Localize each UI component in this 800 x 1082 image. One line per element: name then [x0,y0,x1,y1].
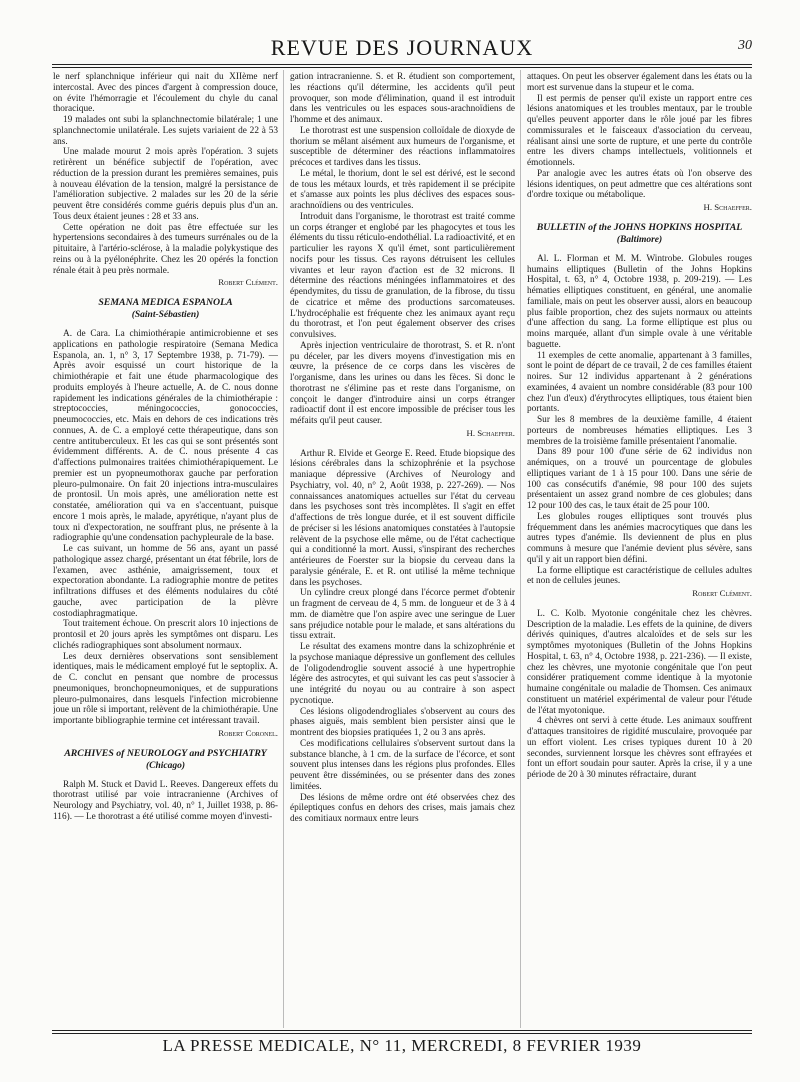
paragraph: Après injection ventriculaire de thorotrast, S. et R. n'ont pu déceler, par les divers moyens d'investigation mis en œuvre, la présence de ce corps dans les viscères de l'organisme, dans les urines ou dans les fèces. Si donc le thorotrast ne s'élimine pas et reste dans l'organisme, on conçoit le danger d'introduire ainsi un corps étranger radioactif dont il est encore impossible de préciser tous les méfaits qu'il peut causer. [290,340,515,426]
paragraph: Introduit dans l'organisme, le thorotrast est traité comme un corps étranger et englobé par les phagocytes et tous les éléments du tissu réticulo-endothélial. La radioactivité, et en particulier les rayons X qu'il émet, sont particulièrement nocifs pour les tissus. Ces rayons détruisent les cellules vivantes et leur rayon d'action est de 32 microns. Il détermine des réactions méningées inflammatoires et des épendymites, du tissu de granulation, de la fibrose, du tissu de cicatrice et même des productions sarcomateuses. L'hydrocéphalie est fréquente chez les animaux ayant reçu du thorotrast, et l'on peut également observer des crises convulsives. [290,211,515,340]
section-heading: ARCHIVES of NEUROLOGY and PSYCHIATRY [64,747,267,759]
block-spacer [290,441,515,449]
paragraph: Il est permis de penser qu'il existe un rapport entre ces lésions anatomiques et les troubles mentaux, par le trouble qu'elles peuvent apporter dans le rôle joué par les fibres commissurales et le faisceaux d'association du cerveau, réalisant ainsi une sorte de rupture, et une perte du contrôle entre les divers champs intellectuels, volitionnels et émotionnels. [527,93,752,168]
paragraph: Le résultat des examens montre dans la schizophrénie et la psychose maniaque dépressive un gonflement des cellules de l'oligodendroglie souvent associé à une hypertrophie légère des astrocytes, et qui suivant les cas peut s'associer à une intégrité du noyau ou au contraire à son aspect pycnotique. [290,642,515,706]
paragraph: attaques. On peut les observer également dans les états ou la mort est survenue dans la stupeur et le coma. [527,72,752,93]
paragraph: Une malade mourut 2 mois après l'opération. 3 sujets retirèrent un bénéfice subjectif de l'opération, avec réduction de la pression durant les premières semaines, puis à nouveau élévation de la tension, malgré la persistance de l'amélioration subjective. 2 malades sur les 20 de la série peuvent être considérés comme guéris depuis plus d'un an. Tous deux étaient jeunes : 28 et 33 ans. [53,147,278,222]
paragraph: Les deux dernières observations sont sensiblement identiques, mais le médicament employé fut le septoplix. A. de C. conclut en pensant que nombre de processus pneumoniques, bronchopneumoniques, et de suppurations pleuro-pulmonaires, dans lesquels l'infection microbienne joue un rôle si important, relèvent de la chimiothérapie. Une importante bibliographie termine cet intéressant travail. [53,651,278,726]
signature: H. Schaeffer. [703,202,752,212]
paragraph: 19 malades ont subi la splanchnectomie bilatérale; 1 une splanchnectomie unilatérale. Les sujets variaient de 22 à 53 ans. [53,115,278,147]
section-subheading: (Baltimore) [616,234,663,245]
signature: H. Schaeffer. [466,427,515,438]
paragraph: L. C. Kolb. Myotonie congénitale chez les chèvres. Description de la maladie. Les effets de la quinine, de divers dérivés quiniques, d'autres alcaloïdes et de sels sur les symptômes myotoniques (Bulletin of the Johns Hopkins Hospital, t. 63, n° 4, Octobre 1938, p. 221-236). — Il existe, chez les chèvres, une myotonie congénitale que l'on peut considérer pratiquement comme identique à la myotonie humaine congénitale ou maladie de Thomsen. Ces animaux constituent un matériel expérimental de valeur pour l'étude de l'état myotonique. [527,608,752,716]
signature: Robert Clément. [218,277,278,288]
paragraph: Le thorotrast est une suspension colloïdale de dioxyde de thorium se mêlant aisément aux humeurs de l'organisme, et susceptible de déterminer des réactions inflammatoires précoces et tardives dans les tissus. [290,125,515,168]
paragraph: Al. L. Florman et M. M. Wintrobe. Globules rouges humains elliptiques (Bulletin of the Johns Hopkins Hospital, t. 63, n° 4, Octobre 1938, p. 209-219). — Les hématies elliptiques constituent, en général, une anomalie familiale, mais on peut les observer aussi, alors en beaucoup plus faible proportion, chez des sujets normaux ou atteints d'une affection du sang. La forme elliptique est plus ou moins marquée, allant d'un simple ovale à une véritable baguette. [527,253,752,350]
paragraph: gation intracranienne. S. et R. étudient son comportement, les réactions qu'il détermine, les accidents qu'il peut provoquer, son mode d'élimination, quand il est introduit dans les ventricules ou les espaces sous-arachnoïdiens de l'homme et des animaux. [290,72,515,125]
paragraph: Cette opération ne doit pas être effectuée sur les hypertensions secondaires à des tumeurs surrénales ou de la pituitaire, à l'artério-sclérose, à la maladie polykystique des reins ou à la pyélonéphrite. Chez les 20 opérés la fonction rénale était à peu près normale. [53,222,278,276]
column-1 [53,72,278,1026]
paragraph: le nerf splanchnique inférieur qui nait du XIIème nerf intercostal. Avec des pinces d'argent à compression douce, on évite l'hémorragie et l'écoulement du chyle du canal thoracique. [53,72,278,115]
paragraph: Sur les 8 membres de la deuxième famille, 4 étaient porteurs de nombreuses hématies elliptiques. Les 3 membres de la troisième famille présentaient l'anomalie. [527,415,752,447]
column-3 [527,72,752,1026]
paragraph: Tout traitement échoue. On prescrit alors 10 injections de prontosil et 20 jours après les symptômes ont disparu. Les clichés radiographiques sont absolument normaux. [53,619,278,651]
paragraph: 11 exemples de cette anomalie, appartenant à 3 familles, sont le point de départ de ce travail, 2 de ces familles étaient noires. Sur 12 individus appartenant à 2 générations examinées, 4 avaient un nombre considérable (83 pour 100 chez l'un d'eux) d'érythrocytes elliptiques, tous étaient bien portants. [527,350,752,415]
paragraph: Ces lésions oligodendrogliales s'observent au cours des phases aiguës, mais semblent bien persister ainsi que le montrent des biopsies pratiquées 1, 2 ou 3 ans après. [290,706,515,738]
paragraph: A. de Cara. La chimiothérapie antimicrobienne et ses applications en pathologie respiratoire (Semana Medica Espanola, an. 1, n° 3, 17 Septembre 1938, p. 71-79). — Après avoir esquissé un court historique de la chimiothérapie et fait une étude pharmacologique des produits employés à l'heure actuelle, A. de C. nous donne rapidement les indications générales de la chimiothérapie : streptococcies, méningococcies, gonococcies, pneumococcies, etc. Mais en dehors de ces indications très connues, A. de C. a employé cette thérapeutique, dans son centre antituberculeux. Et les cas qui se sont présentés sont évidemment différents. A. de C. nous présente 4 cas d'affections pulmonaires traitées chimiothérapiquement. Le premier est un pyopneumothorax gauche par perforation pleuro-pulmonaire. On fait 20 injections intra-musculaires de prontosil. Un mois après, une amélioration nette est constatée, amélioration qui va en s'accentuant, puisque encore 1 mois après, le malade, apyrétique, n'ayant plus de toux ni d'expectoration, ne souffrant plus, ne présente à la radiographie qu'une condensation pachypleurale de la base. [53,329,278,544]
column-2 [290,72,515,1026]
paragraph: Dans 89 pour 100 d'une série de 62 individus non anémiques, on a trouvé un pourcentage de globules elliptiques variant de 1 à 15 pour 100. Dans une série de 100 cas consécutifs d'anémie, 98 pour 100 des sujets présentaient un assez grand nombre de ces globules; dans 12 pour 100 des cas, le taux était de 25 pour 100. [527,447,752,511]
paragraph: Par analogie avec les autres états où l'on observe des lésions identiques, on peut admettre que ces altérations sont d'ordre toxique ou métabolique. [527,168,752,201]
paragraph: 4 chèvres ont servi à cette étude. Les animaux souffrent d'attaques transitoires de rigidité musculaire, provoquée par un effort violent. Les crises typiques durent 10 à 20 secondes, surviennent lorsque les chèvres sont effrayées et font un effort soudain pour sauter. Après la crise, il y a une période de 20 à 30 minutes réfractaire, durant [527,716,752,780]
column-divider [520,70,521,1028]
running-title: REVUE DES JOURNAUX [270,35,534,60]
paragraph: Le métal, le thorium, dont le sel est dérivé, est le second de tous les métaux lourds, et très rapidement il se précipite et s'amasse aux points les plus déclives des espaces sous-arachnoïdiens ou des ventricules. [290,168,515,211]
paragraph: Ces modifications cellulaires s'observent surtout dans la substance blanche, à 1 cm. de la surface de l'écorce, et sont souvent plus intenses dans les régions plus profondes. Elles peuvent être disséminées, ou se présenter dans des zones limitées. [290,738,515,792]
paragraph: La forme elliptique est caractéristique de cellules adultes et non de cellules jeunes. [527,565,752,587]
section-subheading: (Saint-Sébastien) [131,310,200,320]
paragraph: Arthur R. Elvide et George E. Reed. Etude biopsique des lésions cérébrales dans la schizophrénie et la psychose maniaque dépressive (Archives of Neurology and Psychiatry, vol. 40, n° 2, Août 1938, p. 227-269). — Nos connaissances anatomiques actuelles sur l'état du cerveau dans les psychoses sont très incomplètes. Il s'agit en effet d'affections de très longue durée, et il est souvent difficile de préciser si les lésions anatomiques constatées à l'autopsie relèvent de la psychose elle même, ou de l'état cachectique qui a conditionné la mort. Aussi, s'inspirant des recherches antérieures de Foerster sur la biopsie du cerveau dans la paralysie générale, E. et R. ont utilisé la même technique dans les psychoses. [290,448,515,588]
signature: Robert Clément. [692,588,752,598]
block-spacer [527,601,752,609]
column-divider [283,70,284,1028]
footer-citation: LA PRESSE MEDICALE, N° 11, MERCREDI, 8 FEVRIER 1939 [162,1036,642,1055]
paragraph: Un cylindre creux plongé dans l'écorce permet d'obtenir un fragment de cerveau de 4, 5 mm. de longueur et de 3 à 4 mm. de diamètre que l'on aspire avec une seringue de Luer sans préjudice notable pour le malade, et sans altérations du tissu extrait. [290,588,515,642]
paragraph: Ralph M. Stuck et David L. Reeves. Dangereux effets du thorotrast utilisé par voie intracranienne (Archives of Neurology and Psychiatry, vol. 40, n° 1, Juillet 1938, p. 86-116). — Le thorotrast a été utilisé comme moyen d'investi- [53,779,278,822]
section-heading: SEMANA MEDICA ESPANOLA [98,297,233,308]
section-subheading: (Chicago) [145,760,186,771]
paragraph: Des lésions de même ordre ont été observées chez des épileptiques confus en dehors des crises, mais jamais chez des comitiaux normaux entre leurs [290,792,515,824]
header-rule-double [52,67,752,68]
footer-rule [52,1030,752,1031]
footer-rule-double [52,1033,752,1034]
signature: Robert Coronel. [218,727,278,738]
page-number: 30 [738,38,752,53]
header-rule [52,64,752,65]
section-heading: BULLETIN of the JOHNS HOPKINS HOSPITAL [536,221,743,233]
paragraph: Le cas suivant, un homme de 56 ans, ayant un passé pathologique assez chargé, présentant un état fébrile, lors de l'examen, avec asthénie, amaigrissement, toux et expectoration abondante. La radiographie montre de petites infiltrations diffuses et des éléments nodulaires du côté gauche, avec participation de la plèvre costodiaphragmatique. [53,544,278,619]
paragraph: Les globules rouges elliptiques sont trouvés plus fréquemment dans les anémies macrocytiques que dans les autres types d'anémie. Ils deviennent de plus en plus communs à mesure que l'anémie devient plus sévère, sans qu'il y ait un rapport bien défini. [527,511,752,565]
running-header [52,36,752,64]
